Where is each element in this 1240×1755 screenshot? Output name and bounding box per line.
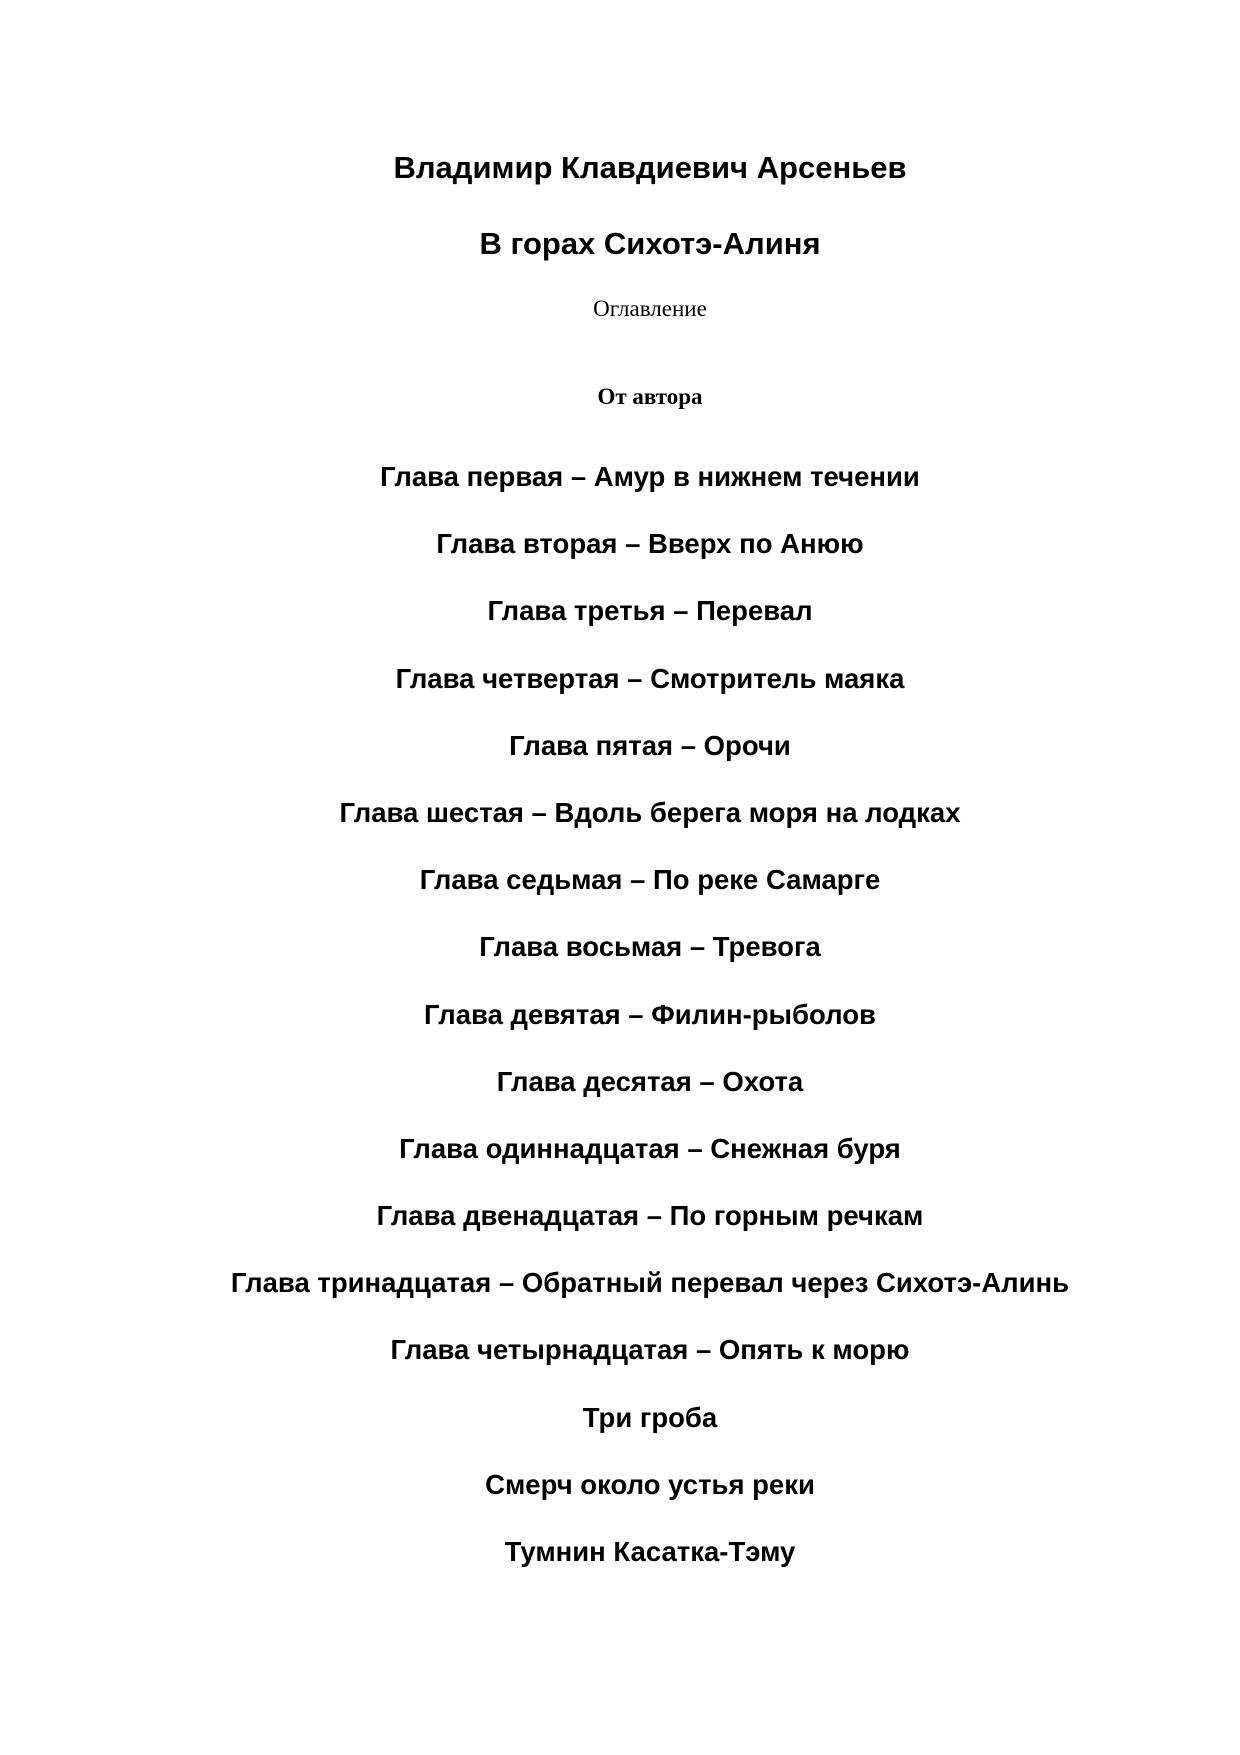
- toc-item[interactable]: Глава десятая – Охота: [496, 1065, 804, 1097]
- toc-item[interactable]: Глава восьмая – Тревога: [479, 931, 821, 963]
- toc-item[interactable]: Глава четырнадцатая – Опять к морю: [390, 1334, 910, 1366]
- toc-item[interactable]: Глава седьмая – По реке Самарге: [419, 864, 881, 896]
- toc-item-preface[interactable]: От автора: [597, 384, 703, 409]
- toc-item[interactable]: Глава пятая – Орочи: [509, 729, 791, 761]
- toc-item[interactable]: Глава двенадцатая – По горным речкам: [376, 1200, 924, 1232]
- book-title: В горах Сихотэ-Алиня: [479, 226, 821, 261]
- author-name: Владимир Клавдиевич Арсеньев: [393, 150, 907, 185]
- toc-item[interactable]: Глава первая – Амур в нижнем течении: [380, 461, 920, 492]
- toc-item[interactable]: Три гроба: [582, 1401, 718, 1433]
- toc-item[interactable]: Глава вторая – Вверх по Анюю: [436, 528, 864, 560]
- toc-item[interactable]: Глава одиннадцатая – Снежная буря: [399, 1132, 901, 1164]
- toc-item[interactable]: Глава четвертая – Смотритель маяка: [395, 662, 905, 694]
- toc-item[interactable]: Тумнин Касатка-Тэму: [504, 1536, 796, 1567]
- toc-item[interactable]: Глава шестая – Вдоль берега моря на лодках: [339, 796, 961, 828]
- toc-item[interactable]: Глава третья – Перевал: [487, 595, 813, 627]
- toc-heading: Оглавление: [593, 296, 707, 321]
- toc-item[interactable]: Смерч около устья реки: [485, 1468, 815, 1500]
- table-of-contents: [0, 463, 1240, 1605]
- toc-item[interactable]: Глава девятая – Филин-рыболов: [424, 998, 876, 1030]
- toc-item[interactable]: Глава тринадцатая – Обратный перевал через Сихотэ-Алинь: [230, 1267, 1070, 1299]
